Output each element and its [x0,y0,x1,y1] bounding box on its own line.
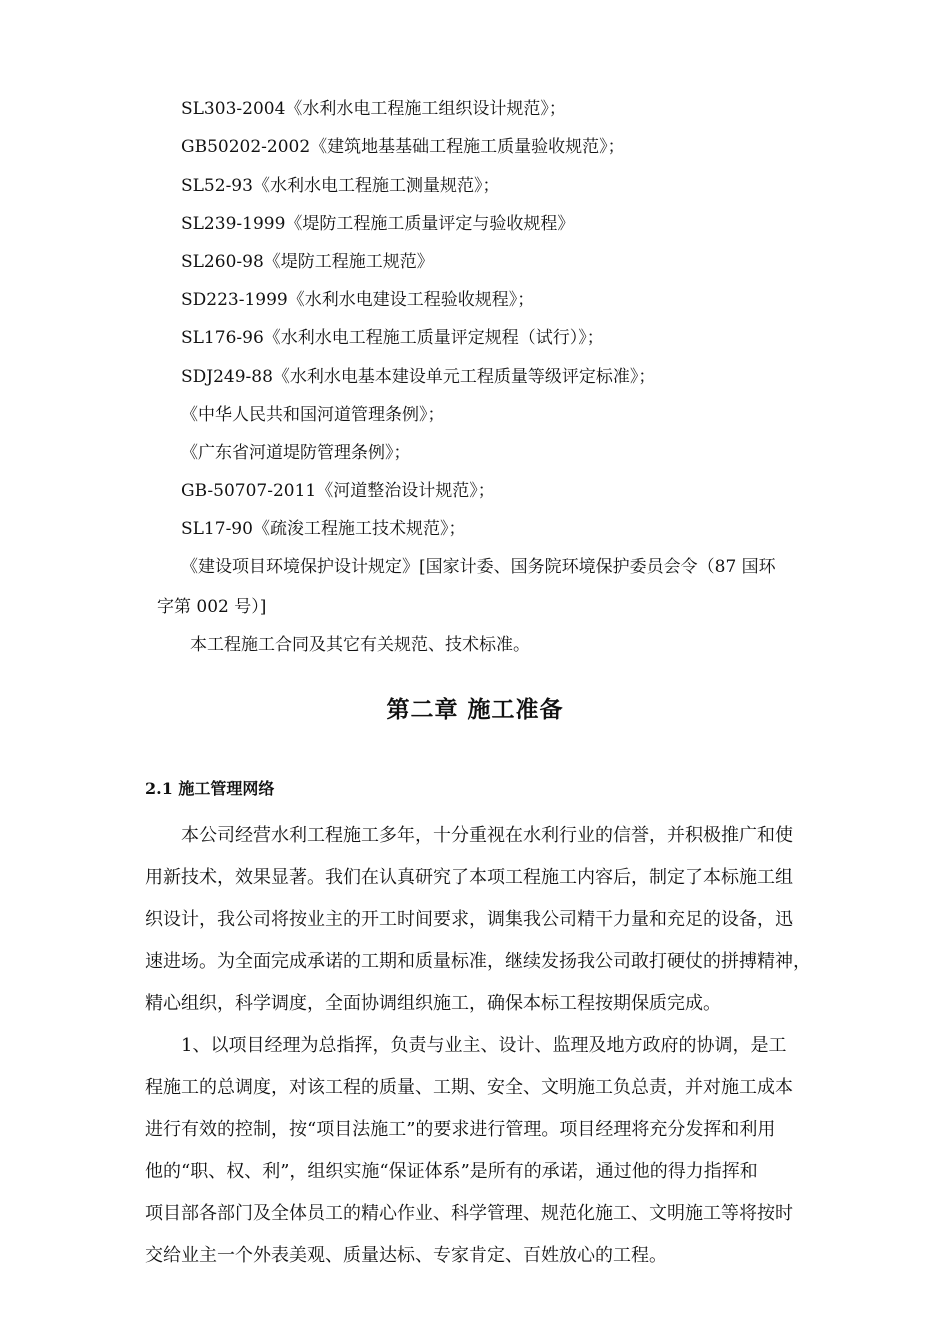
reference-item: GB-50707-2011《河道整治设计规范》； [181,481,495,501]
reference-env-line2: 字第 002 号）] [157,597,267,617]
section-title: 2.1 施工管理网络 [145,779,275,798]
reference-item: SL52-93《水利水电工程施工测量规范》； [181,176,500,196]
reference-item: GB50202-2002《建筑地基基础工程施工质量验收规范》； [181,137,625,157]
paragraph-line: 项目部各部门及全体员工的精心作业、科学管理、规范化施工、文明施工等将按时 [145,1203,793,1224]
paragraph-line: 织设计，我公司将按业主的开工时间要求，调集我公司精干力量和充足的设备，迅 [145,909,793,930]
paragraph-line: 用新技术，效果显著。我们在认真研究了本项工程施工内容后，制定了本标施工组 [145,867,793,888]
reference-item: SDJ249-88《水利水电基本建设单元工程质量等级评定标准》； [181,367,656,387]
reference-env-line1: 《建设项目环境保护设计规定》[国家计委、国务院环境保护委员会令（87 国环 [181,557,776,577]
chapter-title: 第二章 施工准备 [386,696,564,723]
paragraph-line: 精心组织，科学调度，全面协调组织施工，确保本标工程按期保质完成。 [145,993,721,1014]
paragraph-line: 速进场。为全面完成承诺的工期和质量标准，继续发扬我公司敢打硬仗的拼搏精神， [145,951,811,972]
paragraph-line: 程施工的总调度，对该工程的质量、工期、安全、文明施工负总责，并对施工成本 [145,1077,793,1098]
paragraph-line: 本公司经营水利工程施工多年，十分重视在水利行业的信誉，并积极推广和使 [181,825,793,846]
reference-item: SL260-98《堤防工程施工规范》 [181,252,434,272]
reference-item: 《广东省河道堤防管理条例》； [181,443,411,463]
reference-item: 《中华人民共和国河道管理条例》； [181,405,445,425]
paragraph-line: 1、以项目经理为总指挥，负责与业主、设计、监理及地方政府的协调，是工 [181,1035,787,1056]
paragraph-line: 他的“职、权、利”，组织实施“保证体系”是所有的承诺，通过他的得力指挥和 [145,1161,758,1182]
paragraph-line: 交给业主一个外表美观、质量达标、专家肯定、百姓放心的工程。 [145,1245,667,1266]
closing-note: 本工程施工合同及其它有关规范、技术标准。 [190,635,530,655]
reference-item: SL303-2004《水利水电工程施工组织设计规范》； [181,99,566,119]
reference-item: SD223-1999《水利水电建设工程验收规程》； [181,290,535,310]
reference-item: SL176-96《水利水电工程施工质量评定规程（试行）》； [181,328,604,348]
reference-item: SL17-90《疏浚工程施工技术规范》； [181,519,466,539]
reference-item: SL239-1999《堤防工程施工质量评定与验收规程》 [181,214,575,234]
paragraph-line: 进行有效的控制，按“项目法施工”的要求进行管理。项目经理将充分发挥和利用 [145,1119,776,1140]
